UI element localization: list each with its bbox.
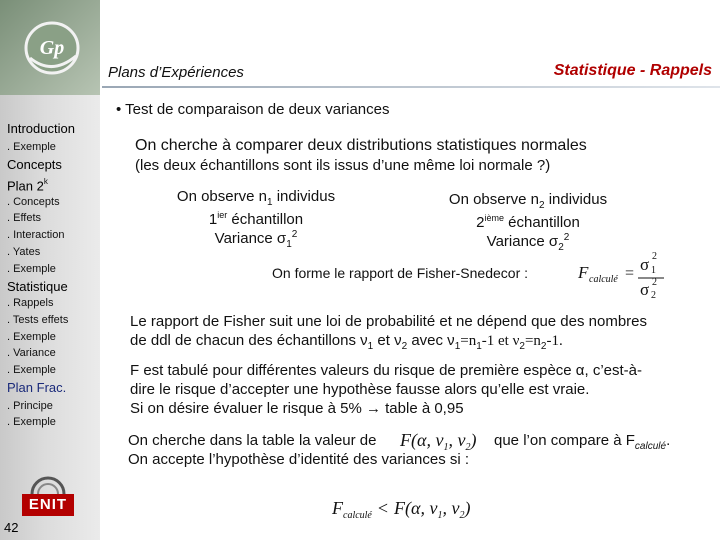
equals-sign: = <box>625 265 635 282</box>
sample2-label-text: échantillon <box>503 214 580 231</box>
sample1-variance-sup: 2 <box>291 229 298 240</box>
fisher-ratio-text: On forme le rapport de Fisher-Snedecor : <box>272 265 529 281</box>
sample1-variance-sub: 1 <box>286 239 292 250</box>
nav-label: . Yates <box>7 246 41 258</box>
logo-text: Gp <box>39 37 65 59</box>
sigma-denominator-sup: 2 <box>652 277 657 288</box>
sample2-count-end: individus <box>544 191 608 208</box>
para1-part: =n <box>460 333 477 349</box>
sample1-variance-text: Variance σ <box>214 230 287 247</box>
sample1-count-text: On observe n <box>176 188 267 205</box>
para1-sub: 2 <box>401 341 408 352</box>
bullet-title: • Test de comparaison de deux variances <box>116 101 390 118</box>
sample1-count-sub: 1 <box>266 197 273 208</box>
nav-tests-effets[interactable] <box>7 314 68 326</box>
para1-part: -1. <box>546 333 563 349</box>
nav-frac-exemple[interactable] <box>7 416 56 428</box>
nav-plan-exemple[interactable] <box>7 263 56 275</box>
fcalc-sub: calculé <box>589 274 618 285</box>
nav-label: . Exemple <box>7 263 56 275</box>
sigma-numerator: σ <box>640 255 650 274</box>
sample2-label-sup: ième <box>484 213 504 223</box>
sample1-variance <box>160 225 352 254</box>
sample2-count-sub: 2 <box>538 200 545 211</box>
para3-line2: On accepte l’hypothèse d’identité des variances si : <box>128 451 470 468</box>
fcalc-symbol: F <box>578 263 589 282</box>
nav-statistique[interactable] <box>7 279 68 294</box>
para1-sub: 2 <box>540 341 547 352</box>
nav-interaction[interactable] <box>7 229 64 241</box>
nav-superscript: k <box>43 177 48 186</box>
nav-rappels[interactable] <box>7 297 53 309</box>
sample2-variance-text: Variance σ <box>486 233 559 250</box>
nav-concepts-sub[interactable] <box>7 196 60 208</box>
nav-label: . Variance <box>7 347 56 359</box>
sigma-denominator: σ <box>640 280 650 299</box>
sample2-count-text: On observe n <box>448 191 539 208</box>
nav-label: Introduction <box>7 121 75 136</box>
para1-line2 <box>130 331 563 356</box>
sample1-label-sup: ier <box>217 210 228 220</box>
nav-effets[interactable] <box>7 212 41 224</box>
para3-part: . <box>666 432 671 449</box>
para1-part: -1 et ν <box>481 333 520 349</box>
sample2-variance-sup: 2 <box>563 232 570 243</box>
nav-label: . Principe <box>7 400 53 412</box>
nav-label: . Exemple <box>7 416 56 428</box>
nav-label: . Exemple <box>7 364 56 376</box>
nav-concepts[interactable] <box>7 157 62 172</box>
nav-label: . Effets <box>7 212 42 224</box>
sigma-numerator-sup: 2 <box>652 251 657 262</box>
nav-label: . Concepts <box>7 196 60 208</box>
gp-logo-icon <box>22 18 82 76</box>
para3-line1-start: On cherche dans la table la valeur de <box>128 432 377 449</box>
fisher-ratio-formula <box>576 248 672 302</box>
para2-line2: dire le risque d’accepter une hypothèse fausse alors qu’elle est vraie. <box>130 381 590 398</box>
sidebar <box>0 0 100 540</box>
sample1-label-text: échantillon <box>227 211 304 228</box>
final-fcalc: $F_{calculé} < F(\alpha$, $\nu_1$, $\nu_2$) <box>332 498 471 521</box>
enit-logo: ENIT <box>22 494 74 516</box>
para1-sub: 1 <box>367 341 374 352</box>
sample2-variance-sub: 2 <box>558 242 564 253</box>
nav-intro-exemple[interactable] <box>7 141 56 153</box>
sample1-count-end: individus <box>272 188 336 205</box>
para3-sub: calculé <box>634 441 667 452</box>
final-inequality <box>330 490 500 526</box>
nav-introduction[interactable] <box>7 121 75 136</box>
para1-part: =n <box>524 333 541 349</box>
course-title: Plans d’Expériences <box>108 64 244 81</box>
nav-label: . Interaction <box>7 229 65 241</box>
page-number: 42 <box>4 520 19 535</box>
para1-sub: 2 <box>519 341 525 352</box>
nav-label: Plan Frac. <box>7 380 67 395</box>
para3-part: que l’on compare à F <box>494 432 635 449</box>
para1-part: avec ν <box>407 332 455 349</box>
f-alpha-text: F(α, $\nu_1$, $\nu_2$) <box>400 430 477 453</box>
intro-line: On cherche à comparer deux distributions statistiques normales <box>135 137 587 154</box>
nav-label: . Exemple <box>7 331 56 343</box>
para2-line1: F est tabulé pour différentes valeurs du risque de première espèce α, c’est-à- <box>130 362 642 379</box>
nav-label: Plan 2 <box>7 178 44 194</box>
para1-part: et ν <box>373 332 402 349</box>
enit-logo-arc-icon <box>28 470 68 496</box>
nav-label: . Exemple <box>7 141 56 153</box>
nav-yates[interactable] <box>7 246 40 258</box>
nav-label: . Tests effets <box>7 314 69 326</box>
header-divider <box>102 86 720 88</box>
sample1-label-num: 1 <box>208 211 218 228</box>
nav-label: Statistique <box>7 279 68 294</box>
nav-label: . Rappels <box>7 297 54 309</box>
para1-sub: 1 <box>476 341 482 352</box>
nav-label: Concepts <box>7 157 62 172</box>
section-title: Statistique - Rappels <box>553 62 712 79</box>
nav-plan-frac[interactable] <box>7 380 66 395</box>
para1-line1: Le rapport de Fisher suit une loi de probabilité et ne dépend que des nombres <box>130 313 648 330</box>
nav-variance[interactable] <box>7 347 56 359</box>
nav-stat-exemple[interactable] <box>7 331 56 343</box>
logo-box <box>0 0 100 95</box>
nav-plan-2k[interactable] <box>7 177 48 195</box>
nav-principe[interactable] <box>7 400 53 412</box>
nav-variance-exemple[interactable] <box>7 364 56 376</box>
sigma-numerator-sub: 1 <box>651 265 656 276</box>
para1-sub: 1 <box>454 341 461 352</box>
para3-line1-end <box>494 431 670 456</box>
sample2-label-num: 2 <box>476 214 485 231</box>
para1-part: de ddl de chacun des échantillons ν <box>130 332 368 349</box>
intro-question: (les deux échantillons sont ils issus d’une même loi normale ?) <box>135 157 551 174</box>
para2-line3: Si on désire évaluer le risque à 5% → table à 0,95 <box>130 400 464 417</box>
sigma-denominator-sub: 2 <box>651 290 656 301</box>
